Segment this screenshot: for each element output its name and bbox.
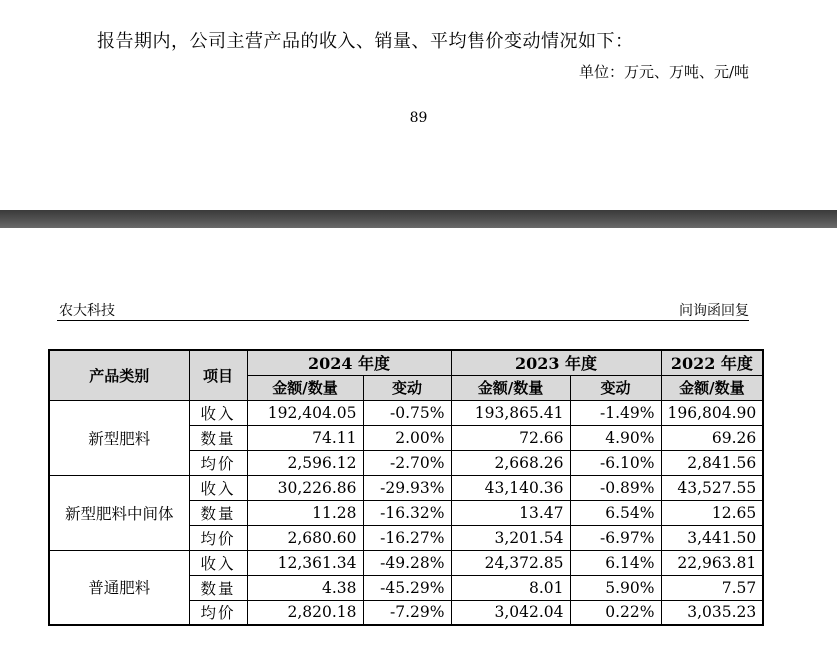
value-cell: 43,140.36: [451, 475, 570, 500]
value-cell: 2,668.26: [451, 450, 570, 475]
item-cell: 收入: [189, 400, 247, 425]
col-header-year-2023: 2023 年度: [451, 350, 661, 375]
col-header-item: 项目: [189, 350, 247, 400]
item-cell: 均价: [189, 450, 247, 475]
value-cell: 2,820.18: [247, 600, 363, 625]
item-cell: 数量: [189, 425, 247, 450]
intro-paragraph: 报告期内，公司主营产品的收入、销量、平均售价变动情况如下：: [97, 31, 634, 52]
value-cell: 3,441.50: [661, 525, 763, 550]
value-cell: 4.38: [247, 575, 363, 600]
col-header-category: 产品类别: [49, 350, 189, 400]
change-cell: 5.90%: [570, 575, 661, 600]
change-cell: 6.54%: [570, 500, 661, 525]
col-header-change: 变动: [363, 375, 451, 400]
col-header-year-2024: 2024 年度: [247, 350, 451, 375]
value-cell: 22,963.81: [661, 550, 763, 575]
table-row: [49, 475, 763, 500]
value-cell: 2,596.12: [247, 450, 363, 475]
value-cell: 24,372.85: [451, 550, 570, 575]
table-row: [49, 550, 763, 575]
value-cell: 3,035.23: [661, 600, 763, 625]
category-cell: 新型肥料: [49, 400, 189, 475]
item-cell: 数量: [189, 500, 247, 525]
change-cell: 0.22%: [570, 600, 661, 625]
change-cell: 4.90%: [570, 425, 661, 450]
value-cell: 3,201.54: [451, 525, 570, 550]
change-cell: 2.00%: [363, 425, 451, 450]
category-cell: 普通肥料: [49, 550, 189, 625]
header-doc-type: 问询函回复: [679, 303, 749, 319]
col-header-amount: 金额/数量: [661, 375, 763, 400]
table-row: [49, 400, 763, 425]
change-cell: -49.28%: [363, 550, 451, 575]
product-revenue-table: [48, 349, 764, 626]
col-header-amount: 金额/数量: [451, 375, 570, 400]
item-cell: 收入: [189, 550, 247, 575]
value-cell: 12.65: [661, 500, 763, 525]
header-company: 农大科技: [59, 303, 115, 319]
change-cell: -16.27%: [363, 525, 451, 550]
item-cell: 收入: [189, 475, 247, 500]
value-cell: 11.28: [247, 500, 363, 525]
value-cell: 196,804.90: [661, 400, 763, 425]
value-cell: 30,226.86: [247, 475, 363, 500]
change-cell: -0.75%: [363, 400, 451, 425]
value-cell: 69.26: [661, 425, 763, 450]
value-cell: 43,527.55: [661, 475, 763, 500]
value-cell: 2,680.60: [247, 525, 363, 550]
col-header-change: 变动: [570, 375, 661, 400]
change-cell: 6.14%: [570, 550, 661, 575]
value-cell: 193,865.41: [451, 400, 570, 425]
change-cell: -16.32%: [363, 500, 451, 525]
category-cell: 新型肥料中间体: [49, 475, 189, 550]
item-cell: 数量: [189, 575, 247, 600]
value-cell: 74.11: [247, 425, 363, 450]
item-cell: 均价: [189, 600, 247, 625]
value-cell: 192,404.05: [247, 400, 363, 425]
item-cell: 均价: [189, 525, 247, 550]
change-cell: -0.89%: [570, 475, 661, 500]
value-cell: 13.47: [451, 500, 570, 525]
header-rule: [57, 320, 749, 321]
table-header-row-1: [49, 350, 763, 375]
change-cell: -29.93%: [363, 475, 451, 500]
col-header-amount: 金额/数量: [247, 375, 363, 400]
value-cell: 8.01: [451, 575, 570, 600]
value-cell: 7.57: [661, 575, 763, 600]
change-cell: -7.29%: [363, 600, 451, 625]
col-header-year-2022: 2022 年度: [661, 350, 763, 375]
change-cell: -6.97%: [570, 525, 661, 550]
value-cell: 72.66: [451, 425, 570, 450]
unit-note: 单位：万元、万吨、元/吨: [578, 63, 749, 81]
change-cell: -45.29%: [363, 575, 451, 600]
page-number: 89: [409, 110, 428, 126]
change-cell: -1.49%: [570, 400, 661, 425]
value-cell: 2,841.56: [661, 450, 763, 475]
page-break-bar: [0, 210, 837, 228]
value-cell: 12,361.34: [247, 550, 363, 575]
value-cell: 3,042.04: [451, 600, 570, 625]
change-cell: -2.70%: [363, 450, 451, 475]
change-cell: -6.10%: [570, 450, 661, 475]
